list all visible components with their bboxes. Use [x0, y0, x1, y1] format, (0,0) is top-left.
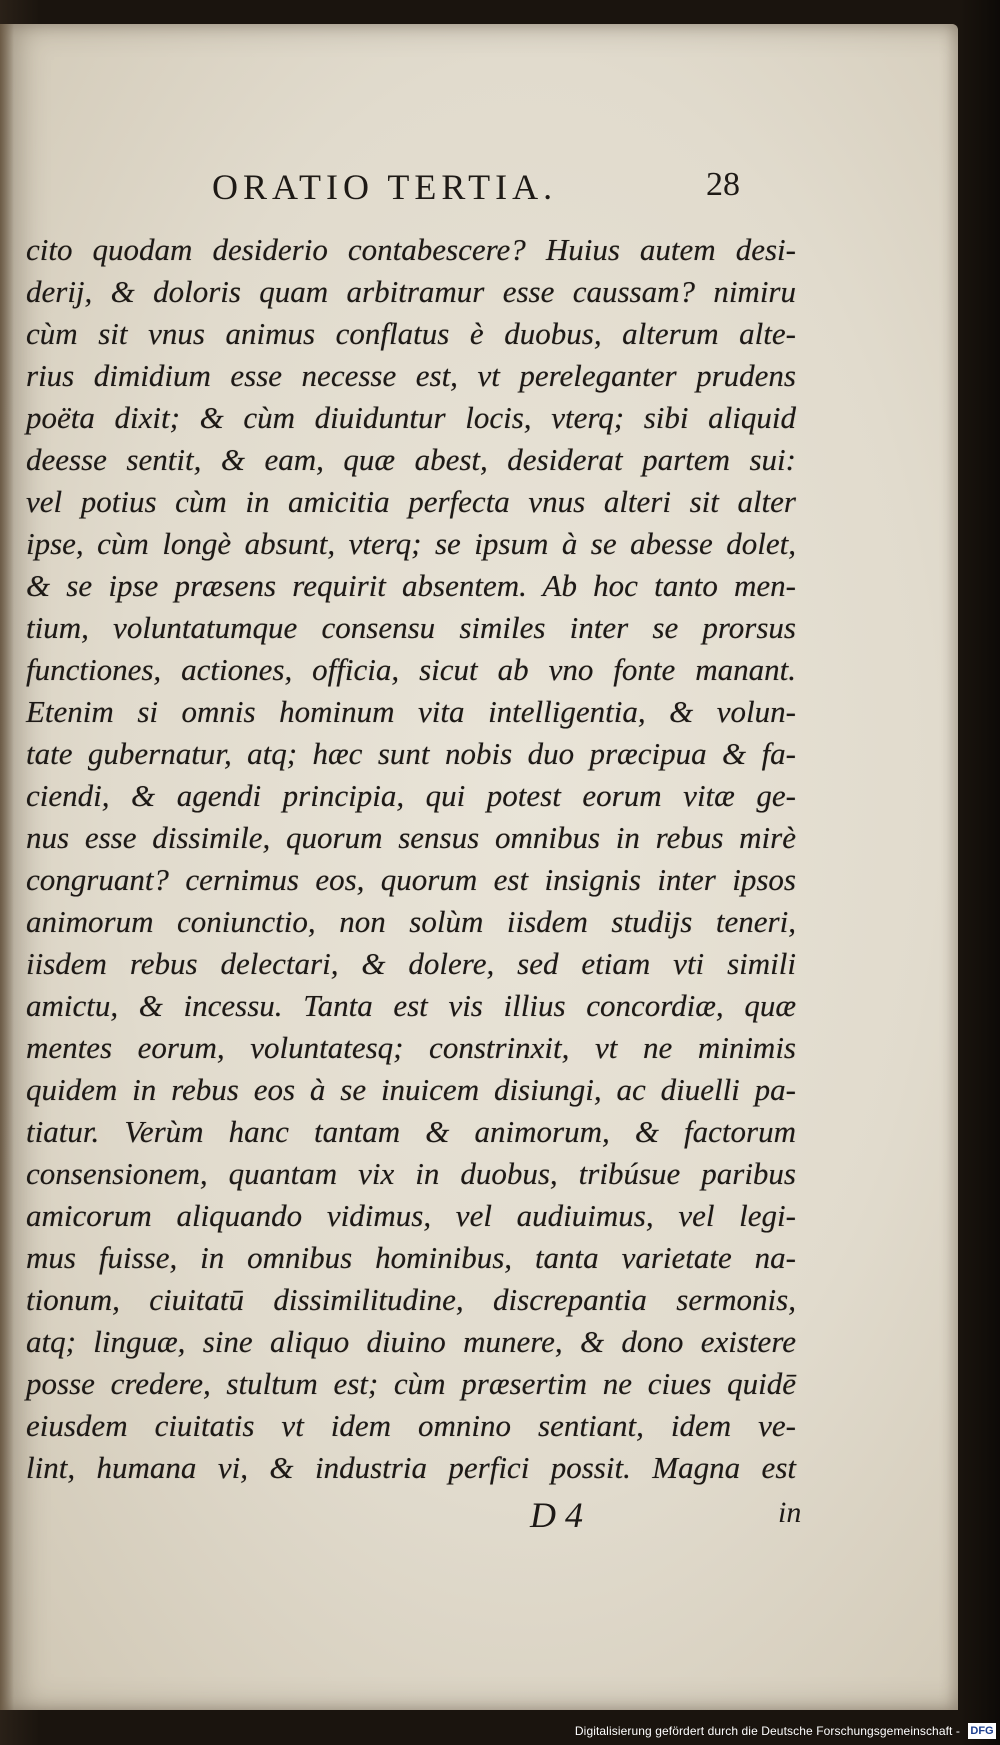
body-text: [26, 229, 796, 1489]
text-line: deesse sentit, & eam, quæ abest, desiderat partem sui:: [26, 442, 796, 477]
page-number: 28: [706, 166, 740, 203]
text-line: tiatur. Verùm hanc tantam & animorum, & factorum: [26, 1114, 796, 1149]
book-page: [0, 24, 958, 1710]
text-line: derij, & doloris quam arbitramur esse caussam? nimiru: [26, 274, 796, 309]
text-line: Etenim si omnis hominum vita intelligentia, & volun-: [26, 694, 796, 729]
text-line: cùm sit vnus animus conflatus è duobus, alterum alte-: [26, 316, 796, 351]
text-line: cito quodam desiderio contabescere? Huius autem desi-: [26, 232, 796, 267]
text-line: lint, humana vi, & industria perfici possit. Magna est: [26, 1450, 796, 1485]
text-line: ciendi, & agendi principia, qui potest eorum vitæ ge-: [26, 778, 796, 813]
signature-mark: D 4: [530, 1495, 583, 1535]
text-line: poëta dixit; & cùm diuiduntur locis, vterq; sibi aliquid: [26, 400, 796, 435]
page-gutter-shadow: [0, 24, 14, 1710]
text-line: functiones, actiones, officia, sicut ab vno fonte manant.: [26, 652, 796, 687]
text-line: amicorum aliquando vidimus, vel audiuimus, vel legi-: [26, 1198, 796, 1233]
running-head-title: ORATIO TERTIA.: [212, 167, 558, 207]
running-head: [0, 166, 958, 216]
text-line: iisdem rebus delectari, & dolere, sed etiam vti simili: [26, 946, 796, 981]
digitization-credit: [571, 1720, 996, 1742]
text-line: vel potius cùm in amicitia perfecta vnus alteri sit alter: [26, 484, 796, 519]
text-line: atq; linguæ, sine aliquo diuino munere, & dono existere: [26, 1324, 796, 1359]
text-line: nus esse dissimile, quorum sensus omnibus in rebus mirè: [26, 820, 796, 855]
text-line: consensionem, quantam vix in duobus, tribúsue paribus: [26, 1156, 796, 1191]
text-line: amictu, & incessu. Tanta est vis illius concordiæ, quæ: [26, 988, 796, 1023]
text-line: mentes eorum, voluntatesq; constrinxit, vt ne minimis: [26, 1030, 796, 1065]
credit-text: Digitalisierung gefördert durch die Deutsche Forschungsgemeinschaft -: [574, 1724, 960, 1738]
text-line: tium, voluntatumque consensu similes inter se prorsus: [26, 610, 796, 645]
text-line: congruant? cernimus eos, quorum est insignis inter ipsos: [26, 862, 796, 897]
text-line: & se ipse præsens requirit absentem. Ab hoc tanto men-: [26, 568, 796, 603]
dfg-logo: DFG: [968, 1723, 996, 1739]
text-line: animorum coniunctio, non solùm iisdem studijs teneri,: [26, 904, 796, 939]
text-line: ipse, cùm longè absunt, vterq; se ipsum à se abesse dolet,: [26, 526, 796, 561]
text-line: quidem in rebus eos à se inuicem disiungi, ac diuelli pa-: [26, 1072, 796, 1107]
text-line: rius dimidium esse necesse est, vt pereleganter prudens: [26, 358, 796, 393]
catchword: in: [778, 1496, 802, 1529]
text-line: mus fuisse, in omnibus hominibus, tanta varietate na-: [26, 1240, 796, 1275]
text-line: tate gubernatur, atq; hæc sunt nobis duo præcipua & fa-: [26, 736, 796, 771]
text-line: eiusdem ciuitatis vt idem omnino sentiant, idem ve-: [26, 1408, 796, 1443]
text-line: posse credere, stultum est; cùm præsertim ne ciues quidē: [26, 1366, 796, 1401]
text-line: tionum, ciuitatū dissimilitudine, discrepantia sermonis,: [26, 1282, 796, 1317]
